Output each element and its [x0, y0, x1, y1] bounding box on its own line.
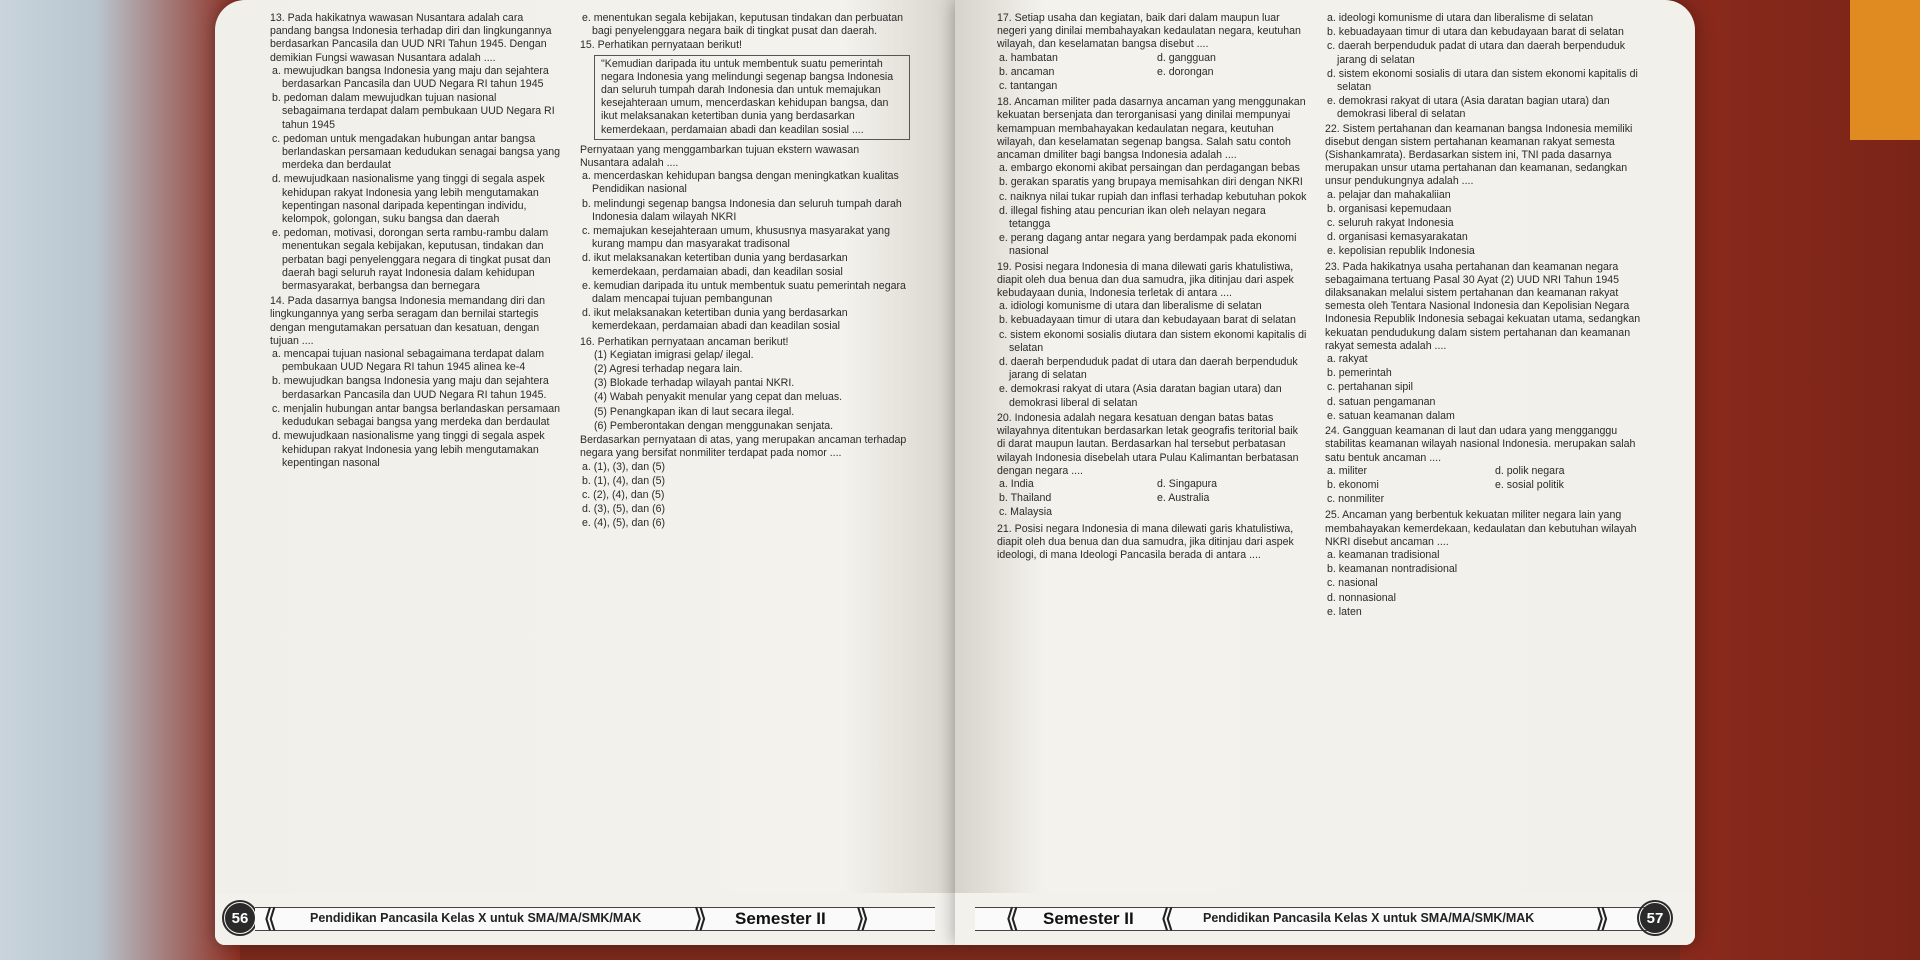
option-a: a. mencapai tujuan nasional sebagaimana terdapat dalam pembukaan UUD Negara RI tahun 1945 alinea ke-4	[272, 348, 545, 374]
option-c: c. nonmiliter	[1327, 493, 1385, 506]
option-c: c. daerah berpenduduk padat di utara dan daerah berpenduduk jarang di selatan	[1327, 40, 1626, 66]
desk-corner	[1850, 0, 1920, 140]
statement-1: (1) Kegiatan imigrasi gelap/ ilegal.	[594, 348, 754, 361]
left-column-1	[270, 12, 560, 472]
question-13	[270, 12, 560, 293]
options-grid	[997, 52, 1307, 95]
option-a: a. militer	[1327, 464, 1368, 477]
quote-box: "Kemudian daripada itu untuk membentuk suatu pemerintah negara Indonesia yang melindungi segenap bangsa Indonesia dan seluruh tumpah darah Indonesia dan untuk memajukan kesejahteraan umum, mencerdaskan kehidupan bangsa, dan ikut melaksanakan ketertiban dunia yang berdasarkan kemerdekaan, perdamaian abadi dan keadilan sosial ....	[594, 55, 910, 140]
option-c: c. sistem ekonomi sosialis diutara dan sistem ekonomi kapitalis di selatan	[999, 328, 1307, 354]
page-number: 57	[1640, 903, 1670, 933]
statement-2: (2) Agresi terhadap negara lain.	[594, 363, 743, 376]
option-d: d. gangguan	[1157, 51, 1216, 64]
option-b: b. keamanan nontradisional	[1327, 563, 1458, 576]
statement-4: (4) Wabah penyakit menular yang cepat dan meluas.	[594, 391, 843, 404]
option-d: d. (3), (5), dan (6)	[582, 503, 666, 516]
option-a: a. ideologi komunisme di utara dan liberalisme di selatan	[1327, 12, 1594, 24]
option-b: b. kebuadayaan timur di utara dan kebudayaan barat di selatan	[999, 314, 1296, 327]
semester-label: Semester II	[1043, 909, 1134, 928]
question-19	[997, 261, 1307, 410]
ornament-icon: ⟫	[855, 903, 870, 933]
option-b: b. Thailand	[999, 492, 1052, 505]
question-text: 16. Perhatikan pernyataan ancaman berikut!	[580, 335, 789, 348]
question-text: 13. Pada hakikatnya wawasan Nusantara adalah cara pandang bangsa Indonesia terhadap diri dan lingkungannya berdasarkan Pancasila dan UUD NRI Tahun 1945. Dengan demikian Fungsi wawasan Nusantara adalah ....	[270, 12, 552, 64]
question-text: 17. Setiap usaha dan kegiatan, baik dari dalam maupun luar negeri yang dinilai membahayakan kedaulatan negara, keutuhan wilayah, dan keselamatan bangsa disebut ....	[997, 12, 1301, 51]
option-e: e. demokrasi rakyat di utara (Asia daratan bagian utara) dan demokrasi liberal di selatan	[1327, 95, 1610, 121]
option-a: a. embargo ekonomi akibat persaingan dan perdagangan bebas	[999, 162, 1300, 175]
option-d-repeat: d. ikut melaksanakan ketertiban dunia yang berdasarkan kemerdekaan, perdamaian abadi dan keadilan sosial	[582, 307, 848, 333]
option-b: b. gerakan sparatis yang brupaya memisahkan diri dengan NKRI	[999, 176, 1303, 189]
ornament-icon: ⟫	[1595, 903, 1610, 933]
option-c: c. memajukan kesejahteraan umum, khususnya masyarakat yang kurang mampu dan masyarakat tradisonal	[582, 225, 890, 251]
option-d: d. sistem ekonomi sosialis di utara dan sistem ekonomi kapitalis di selatan	[1327, 67, 1638, 94]
right-column-2	[1325, 12, 1655, 621]
question-text: 20. Indonesia adalah negara kesatuan dengan batas batas wilayahnya ditentukan berdasarkan letak geografis teritorial baik di darat maupun lautan. Berdasarkan hal tersebut perbatasan wilayah Indonesia disebelah utara Pulau Kalimantan berbatasan dengan negara ....	[997, 411, 1299, 477]
option-c: c. Malaysia	[999, 506, 1052, 519]
page-57	[955, 0, 1695, 945]
book-title: Pendidikan Pancasila Kelas X untuk SMA/MA/SMK/MAK	[310, 911, 642, 925]
option-e: e. kemudian daripada itu untuk membentuk suatu pemerintah negara dalam mencapai tujuan pembangunan	[582, 279, 906, 306]
option-a: a. keamanan tradisional	[1327, 548, 1440, 561]
option-d: d. organisasi kemasyarakatan	[1327, 231, 1468, 244]
option-e: e. pedoman, motivasi, dorongan serta rambu-rambu dalam menentukan segala kebijakan, keputusan, tindakan dan perbatan bagi penyelenggara negara di tingkat pusat dan daerah bagi seluruh rayat Indonesia dalam kehidupan bermasyarakat, berbangsa dan bernegara	[272, 227, 551, 293]
option-c: c. tantangan	[999, 80, 1058, 93]
option-c: c. nasional	[1327, 577, 1378, 590]
option-a: a. mencerdaskan kehidupan bangsa dengan meningkatkan kualitas Pendidikan nasional	[582, 170, 899, 196]
option-e: e. Australia	[1157, 492, 1210, 505]
statement-5: (5) Penangkapan ikan di laut secara ilegal.	[594, 405, 795, 418]
option-b: b. pedoman dalam mewujudkan tujuan nasional sebagaimana terdapat dalam pembukaan UUD Negara RI tahun 1945	[272, 92, 555, 131]
desk-right	[1680, 0, 1920, 960]
option-e: e. sosial politik	[1495, 478, 1564, 491]
option-c: c. pedoman untuk mengadakan hubungan antar bangsa berlandaskan persamaan kedudukan senagai bangsa yang merdeka dan berdaulat	[272, 132, 560, 172]
question-14	[270, 295, 560, 470]
ornament-icon: ⟪	[263, 903, 278, 933]
option-c: c. menjalin hubungan antar bangsa berlandaskan persamaan kedudukan sebagai bangsa yang merdeka dan berdaulat	[272, 402, 560, 429]
question-text: 14. Pada dasarnya bangsa Indonesia memandang diri dan lingkungannya yang serba seragam dan bernilai startegis dengan mengutamakan persatuan dan kesatuan, dengan tujuan ....	[270, 295, 546, 347]
option-b: b. organisasi kepemudaan	[1327, 202, 1452, 215]
option-a: a. hambatan	[999, 51, 1058, 64]
question-24	[1325, 425, 1655, 507]
ornament-icon: ⟪	[1005, 903, 1020, 933]
option-e: e. laten	[1327, 605, 1362, 618]
option-d: d. nonnasional	[1327, 591, 1396, 604]
option-e: e. satuan keamanan dalam	[1327, 409, 1455, 422]
option-b: b. mewujudkan bangsa Indonesia yang maju dan sejahtera berdasarkan Pancasila dan UUD Negara RI tahun 1945.	[272, 375, 549, 401]
option-b: b. kebuadayaan timur di utara dan kebudayaan barat di selatan	[1327, 26, 1624, 39]
question-text: 15. Perhatikan pernyataan berikut!	[580, 39, 742, 52]
options-grid	[997, 478, 1307, 521]
question-text: 25. Ancaman yang berbentuk kekuatan militer negara lain yang membahayakan kemerdekaan, kedaulatan dan kebutuhan wilayah NKRI disebut ancaman ....	[1325, 509, 1637, 548]
option-b: b. melindungi segenap bangsa Indonesia dan seluruh tumpah darah Indonesia dalam wilayah NKRI	[582, 197, 902, 223]
option-d: d. mewujudkaan nasionalisme yang tinggi di segala aspek kehidupan rakyat Indonesia yang lebih mengutamakan kepentingan nasonal daripada kepentingan individu, kelompok, golongan, suku bangsa dan daerah	[272, 173, 545, 226]
option-d: d. Singapura	[1157, 477, 1218, 490]
option-d: d. ikut melaksanakan ketertiban dunia yang berdasarkan kemerdekaan, perdamaian abadi, dan keadilan sosial	[582, 252, 848, 278]
option-e: e. demokrasi rakyat di utara (Asia daratan bagian utara) dan demokrasi liberal di selatan	[999, 383, 1282, 409]
question-25	[1325, 509, 1655, 619]
question-text: 21. Posisi negara Indonesia di mana dilewati garis khatulistiwa, diapit oleh dua benua dan dua samudra, jika ditinjau dari aspek ideologi, di mana Ideologi Pancasila berada di antara ....	[997, 522, 1294, 561]
option-e: e. (4), (5), dan (6)	[582, 517, 666, 530]
question-text: 22. Sistem pertahanan dan keamanan bangsa Indonesia memiliki disebut dengan sistem pertahanan keamanan rakyat semesta (Sishankamrata). Berdasarkan sistem ini, TNI pada dasarnya merupakan unsur utama pertahanan dan keamanan, sedangkan unsur pendukungnya adalah ....	[1325, 122, 1633, 188]
page-56	[215, 0, 955, 945]
right-column-1	[997, 12, 1307, 564]
option-a: a. (1), (3), dan (5)	[582, 460, 666, 473]
option-b: b. pemerintah	[1327, 367, 1392, 380]
option-d: d. polik negara	[1495, 464, 1565, 477]
desk-left	[0, 0, 240, 960]
statement-3: (3) Blokade terhadap wilayah pantai NKRI.	[594, 377, 795, 390]
semester-label: Semester II	[735, 909, 826, 928]
option-e: e. dorongan	[1157, 65, 1214, 78]
option-a: a. India	[999, 477, 1034, 490]
question-16	[580, 336, 910, 531]
question-prompt: Berdasarkan pernyataan di atas, yang merupakan ancaman terhadap negara yang bersifat nonmiliter terdapat pada nomor ....	[580, 434, 907, 460]
option-a: a. rakyat	[1327, 353, 1368, 366]
left-column-2	[580, 12, 910, 533]
page-number: 56	[225, 903, 255, 933]
statement-6: (6) Pemberontakan dengan menggunakan senjata.	[594, 419, 834, 432]
question-text: 19. Posisi negara Indonesia di mana dilewati garis khatulistiwa, diapit oleh dua benua dan dua samudra, jika ditinjau dari aspek kebudayaan dunia, Indonesia terletak di antara ....	[997, 260, 1294, 300]
option-c: c. seluruh rakyat Indonesia	[1327, 217, 1454, 230]
options-grid	[1325, 465, 1655, 508]
page-footer-right	[955, 893, 1695, 945]
question-text: 24. Gangguan keamanan di laut dan udara yang mengganggu stabilitas keamanan wilayah nasional Indonesia. merupakan salah satu bentuk ancaman ....	[1325, 425, 1636, 464]
option-a: a. pelajar dan mahakaliian	[1327, 188, 1451, 201]
option-c: c. (2), (4), dan (5)	[582, 488, 665, 501]
option-d: d. satuan pengamanan	[1327, 395, 1436, 408]
option-d: d. daerah berpenduduk padat di utara dan daerah berpenduduk jarang di selatan	[999, 356, 1298, 382]
option-b: b. ekonomi	[1327, 478, 1379, 491]
question-22	[1325, 123, 1655, 259]
option-a: a. idiologi komunisme di utara dan liberalisme di selatan	[999, 300, 1262, 313]
question-text: 18. Ancaman militer pada dasarnya ancaman yang menggunakan kekuatan bersenjata dan terorganisasi yang dinilai mempunyai kemampuan membahayakan kedaulatan negara, keutuhan wilayah, dan keselamatan segenap bangsa. Salah satu contoh ancaman dmiliter bagi bangsa Indonesia adalah ....	[997, 96, 1306, 162]
option-c: c. pertahanan sipil	[1327, 381, 1413, 394]
question-21	[997, 523, 1307, 563]
option-e: e. menentukan segala kebijakan, keputusan tindakan dan perbuatan bagi penyelenggara negara baik di tingkat pusat dan daerah.	[582, 12, 903, 38]
ornament-icon: ⟫	[693, 903, 708, 933]
option-b: b. ancaman	[999, 65, 1055, 78]
question-18	[997, 96, 1307, 258]
question-15	[580, 39, 910, 333]
question-23	[1325, 261, 1655, 423]
question-prompt: Pernyataan yang menggambarkan tujuan ekstern wawasan Nusantara adalah ....	[580, 143, 860, 170]
ornament-icon: ⟪	[1160, 903, 1175, 933]
option-a: a. mewujudkan bangsa Indonesia yang maju dan sejahtera berdasarkan Pancasila dan UUD Negara RI tahun 1945	[272, 64, 549, 91]
question-text: 23. Pada hakikatnya usaha pertahanan dan keamanan negara sebagaimana tertuang Pasal 30 Ayat (2) UUD NRI Tahun 1945 dilaksanakan melalui sistem pertahanan dan keamanan rakyat semesta oleh Tentara Nasional Indonesia dan Kepolisian Negara Indonesia Republik Indonesia sebagai kekuatan utama, sedangkan kekuatan pendudukung dalam sistem pertahanan dan keamanan rakyat semesta adalah ....	[1325, 260, 1641, 352]
option-e: e. perang dagang antar negara yang berdampak pada ekonomi nasional	[999, 232, 1297, 258]
book-title: Pendidikan Pancasila Kelas X untuk SMA/MA/SMK/MAK	[1203, 911, 1535, 925]
question-17	[997, 12, 1307, 94]
question-20	[997, 412, 1307, 521]
open-book	[215, 0, 1695, 960]
option-c: c. naiknya nilai tukar rupiah dan inflasi terhadap kebutuhan pokok	[999, 190, 1307, 203]
option-d: d. mewujudkaan nasionalisme yang tinggi di segala aspek kehidupan rakyat Indonesia yang lebih mengutamakan kepentingan nasonal	[272, 430, 545, 469]
option-e: e. kepolisian republik Indonesia	[1327, 245, 1475, 258]
option-b: b. (1), (4), dan (5)	[582, 474, 666, 487]
page-footer-left	[215, 893, 955, 945]
option-d: d. illegal fishing atau pencurian ikan oleh nelayan negara tetangga	[999, 204, 1266, 231]
